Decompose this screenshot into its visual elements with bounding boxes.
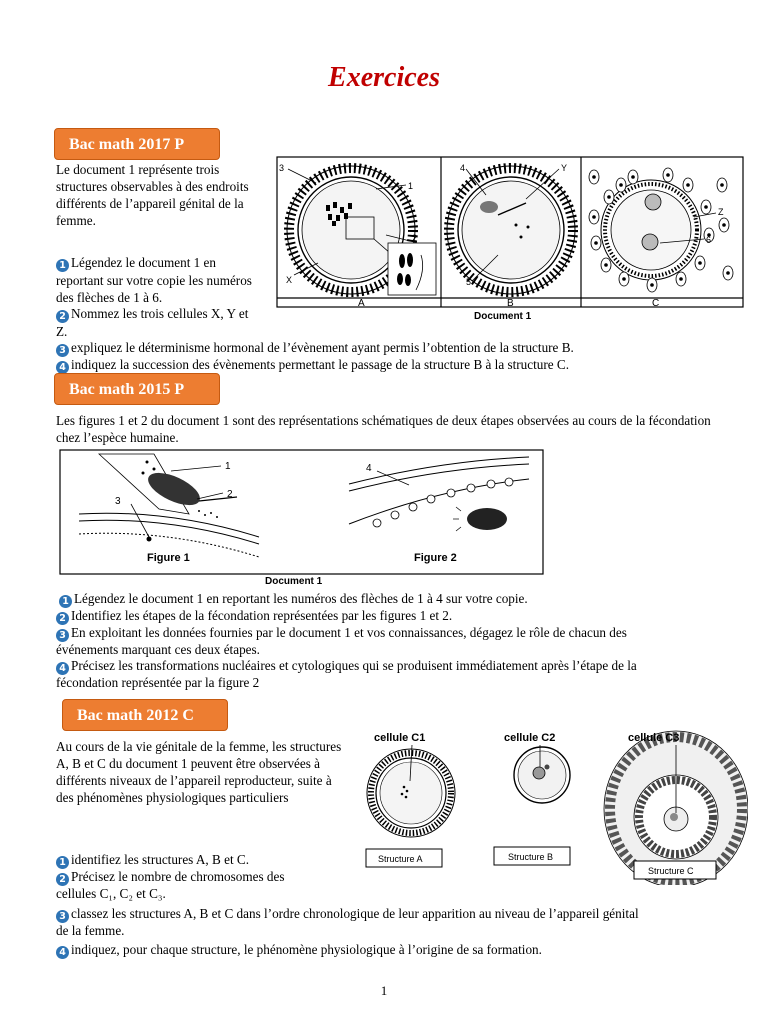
exercise-2-intro: Les figures 1 et 2 du document 1 sont des représentations schématiques de deux étapes observées au cours de la fécondation chez l’espèce humaine. xyxy=(56,413,711,445)
number-4-icon: 4 xyxy=(56,946,69,959)
cell-label-c2: cellule C2 xyxy=(504,732,556,744)
cell-label: Z xyxy=(718,207,724,217)
arrow-label: 5 xyxy=(466,277,472,287)
number-3-icon: 3 xyxy=(56,344,69,357)
exercise-1-badge: Bac math 2017 P xyxy=(54,128,220,160)
structure-label-a: Structure A xyxy=(378,854,423,864)
arrow-label: 3 xyxy=(115,496,121,507)
exercise-3-question-3 xyxy=(56,905,639,923)
arrow-label: 2 xyxy=(227,489,233,500)
number-2-icon: 2 xyxy=(56,873,69,886)
structure-label-b: Structure B xyxy=(508,852,554,862)
structure-label-c: Structure C xyxy=(648,866,694,876)
number-3-icon: 3 xyxy=(56,629,69,642)
exercise-3-question-2 xyxy=(56,868,285,886)
question-text: indiquez la succession des évènements permettant le passage de la structure B à la structure C. xyxy=(71,357,570,372)
number-2-icon: 2 xyxy=(56,310,69,323)
question-text: Légendez le document 1 en reportant sur votre copie les numéros des flèches de 1 à 6. xyxy=(56,255,252,305)
arrow-label: 6 xyxy=(706,235,712,245)
exercise-2-document-figure xyxy=(59,449,545,587)
page-number: 1 xyxy=(380,983,388,998)
follicle-b-icon xyxy=(447,166,575,294)
exercise-2-question-1 xyxy=(59,590,528,608)
exercise-1-question-1 xyxy=(56,254,264,306)
structure-c-icon xyxy=(589,168,733,292)
exercise-3-question-4 xyxy=(56,941,542,959)
question-text: Nommez les trois cellules X, Y et Z. xyxy=(56,306,249,339)
exercise-1-question-2 xyxy=(56,305,261,340)
arrow-label: 2 xyxy=(412,233,418,243)
number-4-icon: 4 xyxy=(56,662,69,675)
question-text: Identifiez les étapes de la fécondation représentées par les figures 1 et 2. xyxy=(71,608,453,623)
arrow-label: 4 xyxy=(366,463,372,474)
question-text: classez les structures A, B et C dans l’ordre chronologique de leur apparition au niveau de l’appareil génital xyxy=(71,906,639,921)
number-4-icon: 4 xyxy=(56,361,69,374)
number-1-icon: 1 xyxy=(59,595,72,608)
arrow-label: 1 xyxy=(225,461,231,472)
page-title: Exercices xyxy=(328,62,440,93)
cell-label: X xyxy=(286,275,293,285)
question-text: Précisez le nombre de chromosomes des xyxy=(71,869,285,884)
number-1-icon: 1 xyxy=(56,259,69,272)
exercise-3-document-figure xyxy=(356,727,748,885)
exercise-3-question-3-cont: de la femme. xyxy=(56,923,125,938)
cell-label: Y xyxy=(561,163,568,173)
figure-caption: Document 1 xyxy=(265,576,323,587)
question-text: indiquez, pour chaque structure, le phénomène physiologique à l’origine de sa formation. xyxy=(71,942,542,957)
exercise-1-question-4 xyxy=(56,356,569,374)
arrow-label: 4 xyxy=(460,163,466,173)
cell-label-c3: cellule C3 xyxy=(628,732,680,744)
figure-caption: Document 1 xyxy=(474,311,532,322)
exercise-1-question-3 xyxy=(56,339,574,357)
exercise-3-question-2-cont: cellules C₁, C₂ et C₃. xyxy=(56,886,166,901)
question-text: En exploitant les données fournies par le document 1 et vos connaissances, dégagez le rôle de chacun des xyxy=(71,625,627,640)
question-text: Précisez les transformations nucléaires et cytologiques qui se produisent immédiatement après l’étape de la xyxy=(71,658,637,673)
panel-label-a: A xyxy=(358,298,365,309)
arrow-label: 3 xyxy=(279,163,285,173)
figure-2-label: Figure 2 xyxy=(414,552,457,564)
cell-label-c1: cellule C1 xyxy=(374,732,426,744)
exercise-2-question-3-cont: événements marquant ces deux étapes. xyxy=(56,642,260,657)
follicle-a-icon xyxy=(287,166,436,295)
panel-label-c: C xyxy=(652,298,660,309)
question-text: identifiez les structures A, B et C. xyxy=(71,852,249,867)
exercise-2-badge: Bac math 2015 P xyxy=(54,373,220,405)
arrow-label: 1 xyxy=(408,181,414,191)
structure-b-icon xyxy=(514,747,570,803)
exercise-3-question-1 xyxy=(56,851,249,869)
exercise-2-question-4 xyxy=(56,657,637,675)
exercise-2-question-4-cont: fécondation représentée par la figure 2 xyxy=(56,675,260,690)
exercise-2-question-2 xyxy=(56,607,452,625)
exercise-2-question-3 xyxy=(56,624,627,642)
exercise-1-intro: Le document 1 représente trois structures observables à des endroits différents de l’appareil génital de la femme. xyxy=(56,162,249,228)
exercise-1-document-figure xyxy=(276,155,744,325)
question-text: Légendez le document 1 en reportant les numéros des flèches de 1 à 4 sur votre copie. xyxy=(74,591,528,606)
number-3-icon: 3 xyxy=(56,910,69,923)
panel-label-b: B xyxy=(507,298,514,309)
figure-1-label: Figure 1 xyxy=(147,552,190,564)
number-1-icon: 1 xyxy=(56,856,69,869)
question-text: expliquez le déterminisme hormonal de l’évènement ayant permis l’obtention de la structure B. xyxy=(71,340,574,355)
exercise-3-intro: Au cours de la vie génitale de la femme, les structures A, B et C du document 1 peuvent être observées à différents niveaux de l’appareil reproducteur, suite à des phénomènes physiologiques particuliers xyxy=(56,739,342,805)
exercise-3-badge: Bac math 2012 C xyxy=(62,699,228,731)
number-2-icon: 2 xyxy=(56,612,69,625)
